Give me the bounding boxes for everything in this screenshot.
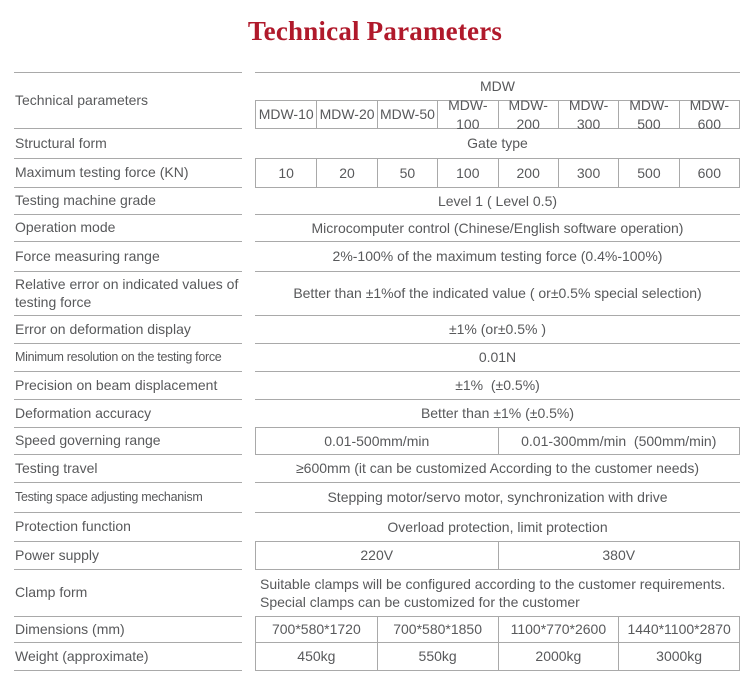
- value-cell: ±1% (or±0.5% ): [448, 321, 547, 338]
- model-header-cell: MDW-100: [437, 101, 497, 128]
- model-header-cell: MDW-50: [377, 101, 437, 128]
- value-cell: Suitable clamps will be configured according to the customer requirements. Special clamps can be customized for the customer: [260, 575, 730, 610]
- parameter-label-force-measuring-range: Force measuring range: [14, 242, 242, 272]
- value-row-testing-machine-grade: [255, 188, 740, 215]
- model-header-cell: MDW-600: [679, 101, 739, 128]
- value-row-power-supply: [255, 542, 740, 570]
- value-cell: Level 1 ( Level 0.5): [437, 192, 558, 209]
- value-cell: 450kg: [297, 648, 336, 665]
- value-cell: 600: [679, 159, 739, 187]
- value-cell: 2000kg: [498, 643, 619, 670]
- parameter-label-relative-error-on-indicated-values-of-testing-force: Relative error on indicated values of testing force: [14, 272, 242, 316]
- parameter-label-dimensions-mm: Dimensions (mm): [14, 617, 242, 643]
- value-cell: 700*580*1850: [377, 617, 498, 642]
- model-header-cell: MDW-200: [498, 101, 558, 128]
- model-header-cell: MDW-500: [618, 101, 678, 128]
- parameter-label-weight-approximate: Weight (approximate): [14, 643, 242, 671]
- value-cell: 550kg: [377, 643, 498, 670]
- value-cell: 100: [437, 159, 497, 187]
- value-cell: 10: [278, 164, 294, 181]
- parameter-label-testing-machine-grade: Testing machine grade: [14, 188, 242, 215]
- value-row-deformation-accuracy: [255, 400, 740, 428]
- value-cell: Gate type: [467, 135, 528, 152]
- value-cell: 1440*1100*2870: [618, 617, 739, 642]
- page-title: Technical Parameters: [247, 16, 503, 46]
- value-cell: 2%-100% of the maximum testing force (0.4%-100%): [332, 248, 663, 265]
- value-row-speed-governing-range: [255, 428, 740, 455]
- parameter-label-maximum-testing-force-kn: Maximum testing force (KN): [14, 159, 242, 188]
- value-cell: 700*580*1720: [271, 621, 361, 638]
- value-cell: 1100*770*2600: [498, 617, 619, 642]
- value-cell: Better than ±1% (±0.5%): [420, 405, 575, 422]
- model-header-cell: MDW-300: [558, 101, 618, 128]
- parameter-label-testing-space-adjusting-mechanism: Testing space adjusting mechanism: [14, 483, 242, 513]
- parameter-label-operation-mode: Operation mode: [14, 215, 242, 242]
- corner-label-technical-parameters: Technical parameters: [14, 73, 242, 129]
- value-cell: 300: [558, 159, 618, 187]
- value-row-minimum-resolution-on-the-testing-force: [255, 344, 740, 372]
- value-row-testing-travel: [255, 455, 740, 483]
- value-cell: Microcomputer control (Chinese/English software operation): [311, 219, 684, 236]
- value-cell: 3000kg: [618, 643, 739, 670]
- value-cell: ≥600mm (it can be customized According to the customer needs): [296, 460, 699, 477]
- value-cell: Stepping motor/servo motor, synchronization with drive: [327, 489, 668, 506]
- value-cell: Better than ±1%of the indicated value ( or±0.5% special selection): [293, 285, 702, 302]
- value-row-operation-mode: [255, 215, 740, 242]
- parameter-label-testing-travel: Testing travel: [14, 455, 242, 483]
- technical-parameters-table: [14, 72, 750, 671]
- parameter-labels-column: [14, 72, 242, 671]
- value-row-protection-function: [255, 513, 740, 542]
- value-row-clamp-form: [255, 570, 740, 617]
- parameter-label-error-on-deformation-display: Error on deformation display: [14, 316, 242, 344]
- value-row-structural-form: [255, 129, 740, 159]
- value-row-precision-on-beam-displacement: [255, 372, 740, 400]
- value-cell: 20: [316, 159, 376, 187]
- model-header-cell: MDW-10: [258, 106, 314, 123]
- model-header-cell: MDW-20: [316, 101, 376, 128]
- parameter-values-column: [255, 72, 740, 671]
- parameter-label-power-supply: Power supply: [14, 542, 242, 570]
- value-row-dimensions-mm: [255, 617, 740, 643]
- value-row-error-on-deformation-display: [255, 316, 740, 344]
- value-cell: 500: [618, 159, 678, 187]
- parameter-label-clamp-form: Clamp form: [14, 570, 242, 617]
- series-header-cell: MDW: [480, 78, 515, 95]
- model-header-row: [255, 97, 740, 132]
- parameter-label-speed-governing-range: Speed governing range: [14, 428, 242, 455]
- parameter-label-structural-form: Structural form: [14, 129, 242, 159]
- value-cell: Overload protection, limit protection: [387, 518, 608, 535]
- value-row-maximum-testing-force-kn: [255, 159, 740, 188]
- value-row-force-measuring-range: [255, 242, 740, 272]
- parameter-label-protection-function: Protection function: [14, 513, 242, 542]
- parameter-label-deformation-accuracy: Deformation accuracy: [14, 400, 242, 428]
- value-cell: 0.01-500mm/min: [324, 432, 430, 449]
- value-row-relative-error-on-indicated-values-of-testing-force: [255, 272, 740, 316]
- value-row-testing-space-adjusting-mechanism: [255, 483, 740, 513]
- value-cell: ±1% (±0.5%): [455, 377, 540, 394]
- value-cell: 380V: [498, 542, 740, 569]
- value-cell: 200: [498, 159, 558, 187]
- value-cell: 220V: [360, 547, 394, 564]
- parameter-label-precision-on-beam-displacement: Precision on beam displacement: [14, 372, 242, 400]
- value-cell: 0.01N: [478, 349, 517, 366]
- value-cell: 0.01-300mm/min (500mm/min): [498, 428, 740, 454]
- value-cell: 50: [377, 159, 437, 187]
- parameter-label-minimum-resolution-on-the-testing-force: Minimum resolution on the testing force: [14, 344, 242, 372]
- value-row-weight-approximate: [255, 643, 740, 671]
